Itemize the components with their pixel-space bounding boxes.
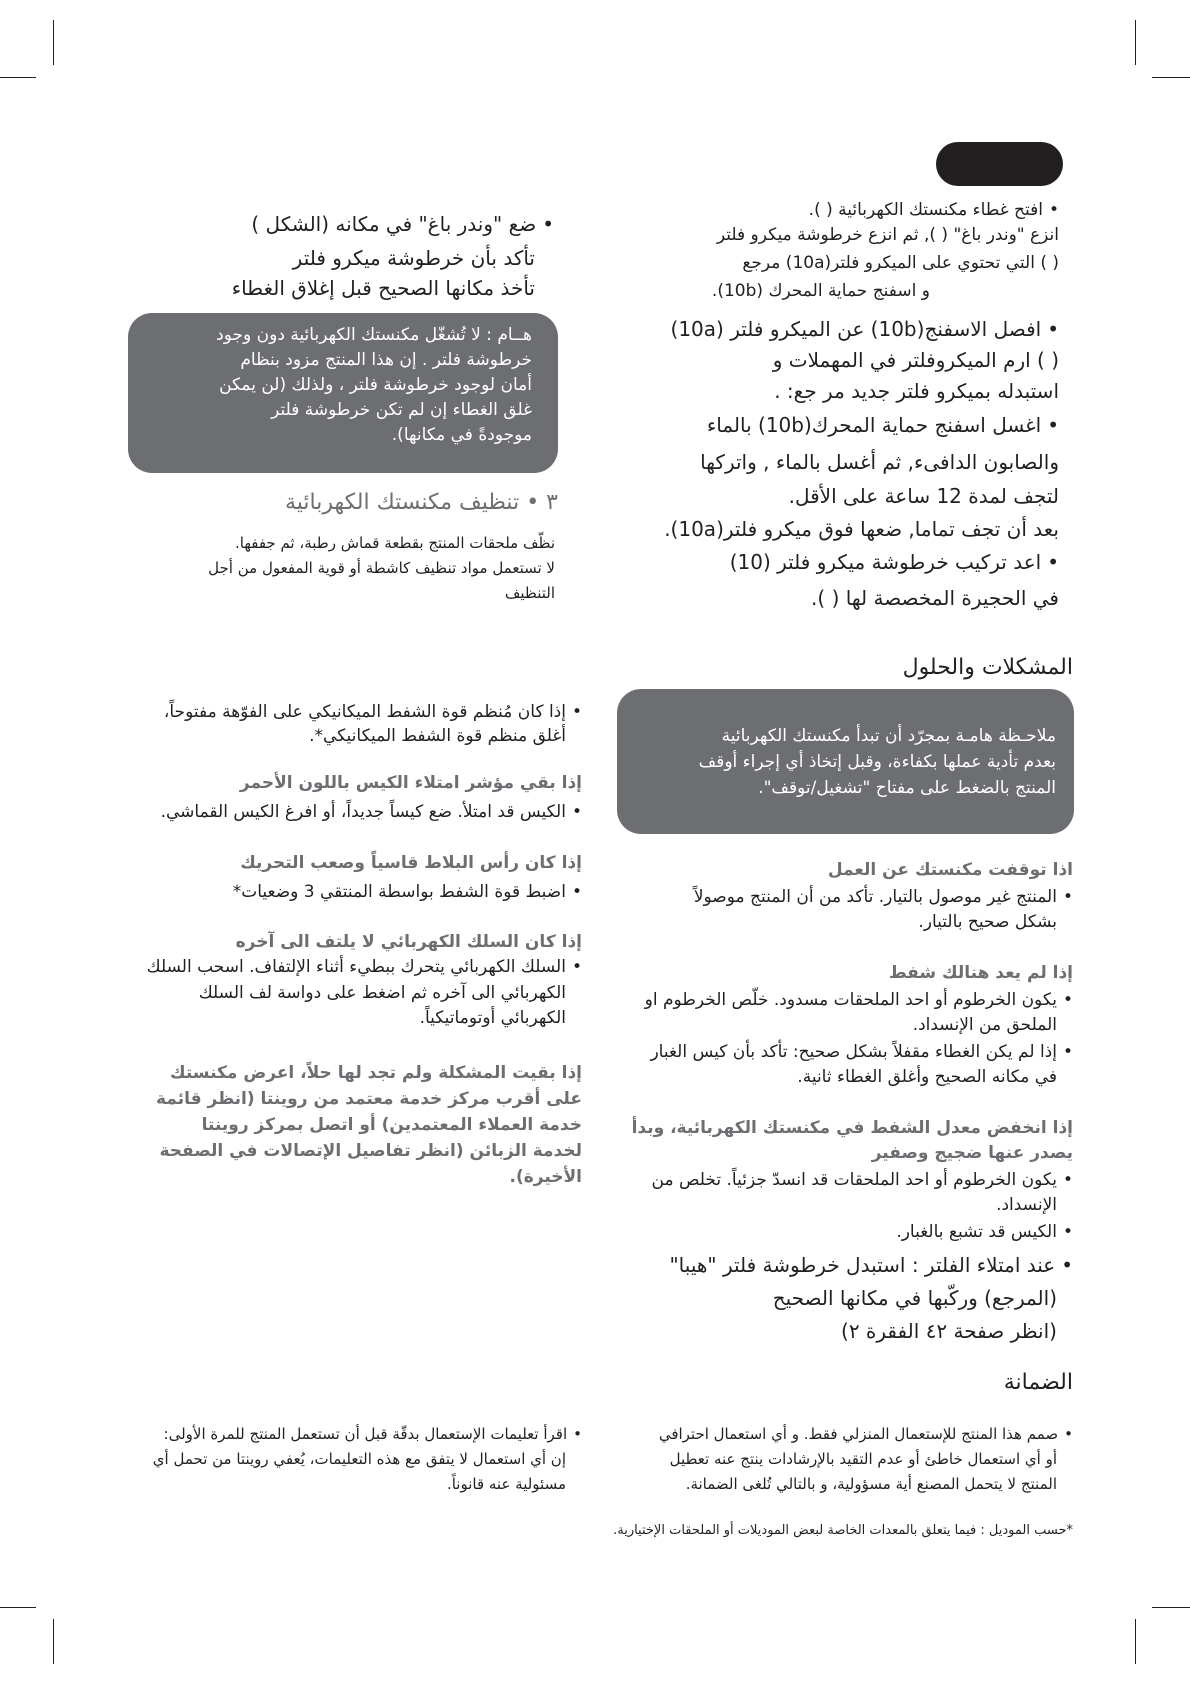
final-line: على أقرب مركز خدمة معتمد من روينتا (انظر قائمة: [155, 1089, 582, 1109]
crop-mark-bottom-right-v: [1135, 1619, 1136, 1664]
crop-mark-bottom-right-h: [1152, 1607, 1190, 1608]
problem-heading-stopped: اذا توقفت مكنستك عن العمل: [827, 860, 1073, 880]
problem-left-item0-line1: •إذا كان مُنظم قوة الشفط الميكانيكي على الفوّهة مفتوحاً،: [163, 702, 582, 722]
problem-no-suction-item2-line1: •إذا لم يكن الغطاء مقفلاً بشكل صحيح: تأكد بأن كيس الغبار: [650, 1042, 1073, 1062]
right-bullet4-line2: في الحجيرة المخصصة لها ( ).: [811, 586, 1059, 610]
left-bullet1-line3: تأخذ مكانها الصحيح قبل إغلاق الغطاء: [231, 276, 535, 300]
problem-heading-floor-head: إذا كان رأس البلاط قاسياً وصعب التحريك: [240, 853, 582, 873]
final-line: خدمة العملاء المعتمدين) أو اتصل بمركز روينتا: [201, 1115, 582, 1135]
crop-mark-bottom-left-h: [0, 1607, 36, 1608]
right-bullet2-line2: ( ) ارم الميكروفلتر في المهملات و: [772, 348, 1059, 372]
left-bullet1-line2: تأكد بأن خرطوشة ميكرو فلتر: [292, 246, 535, 270]
problem-no-suction-item2-line2: في مكانه الصحيح وأغلق الغطاء ثانية.: [797, 1067, 1057, 1087]
warning-line: أمان لوجود خرطوشة فلتر ، ولذلك (لن يمكن: [219, 375, 532, 395]
problem-no-suction-item1-line1: •يكون الخرطوم أو احد الملحقات مسدود. خلّص الخرطوم او: [644, 990, 1073, 1010]
note-line: ملاحـظة هامـة بمجرّد أن تبدأ مكنستك الكهربائية: [721, 726, 1056, 746]
crop-mark-top-right-v: [1135, 20, 1136, 65]
crop-mark-bottom-left-v: [53, 1619, 54, 1664]
section3-line2: لا تستعمل مواد تنظيف كاشطة أو قوية المفعول من أجل: [208, 559, 555, 577]
right-bullet1-line1: •افتح غطاء مكنستك الكهربائية ( ).: [808, 200, 1059, 220]
warranty-left-line3: مسئولية عنه قانوناً.: [446, 1475, 566, 1493]
problem-floor-head-item: •اضبط قوة الشفط بواسطة المنتقي 3 وضعيات*: [232, 882, 582, 902]
problem-reduced-item2: •الكيس قد تشبع بالغبار.: [896, 1222, 1073, 1242]
problem-reduced-item1-line2: الإنسداد.: [996, 1195, 1057, 1215]
problem-no-suction-item1-line2: الملحق من الإنسداد.: [912, 1015, 1057, 1035]
warranty-heading: الضمانة: [1003, 1370, 1073, 1395]
final-line: لخدمة الزبائن (انظر تفاصيل الإتصالات في الصفحة: [159, 1141, 582, 1161]
problem-stopped-item-line1: •المنتج غير موصول بالتيار. تأكد من أن المنتج موصولاً: [693, 887, 1073, 907]
crop-mark-top-left-h: [0, 77, 36, 78]
warning-box: [128, 313, 558, 473]
note-line: المنتج بالضغط على مفتاح "تشغيل/توقف".: [758, 778, 1056, 798]
problem-heading-bag-indicator: إذا بقي مؤشر امتلاء الكيس باللون الأحمر: [239, 773, 582, 793]
section3-line1: نظّف ملحقات المنتج بقطعة قماش رطبة، ثم جففها.: [234, 534, 555, 552]
warranty-left-line2: إن أي استعمال لا يتفق مع هذه التعليمات، يُعفي روينتا من تحمل أي: [152, 1450, 566, 1468]
problem-final-paragraph: [122, 1060, 582, 1190]
problem-stopped-item-line2: بشكل صحيح بالتيار.: [918, 912, 1057, 932]
right-bullet3-line2: والصابون الدافىء, ثم أغسل بالماء , واتركها: [700, 450, 1059, 474]
problem-heading-reduced-suction-2: يصدر عنها ضجيج وصفير: [871, 1143, 1073, 1163]
right-bullet1-line2: انزع "وندر باغ" ( ), ثم انزع خرطوشة ميكرو فلتر: [716, 225, 1059, 245]
problem-bag-indicator-item: •الكيس قد امتلأ. ضع كيساً جديداً، أو افرغ الكيس القماشي.: [160, 802, 582, 822]
warning-line: خرطوشة فلتر . إن هذا المنتج مزود بنظام: [240, 350, 532, 370]
right-bullet1-line3: ( ) التي تحتوي على الميكرو فلتر(10a) مرجع: [742, 253, 1059, 273]
crop-mark-top-right-h: [1152, 77, 1190, 78]
right-bullet2-line1: •افصل الاسفنج(10b) عن الميكرو فلتر (10a): [670, 317, 1059, 341]
warranty-right-line2: أو أي استعمال خاطئ أو عدم التقيد بالإرشادات ينتج عنه تعطيل: [669, 1450, 1057, 1468]
crop-mark-top-left-v: [53, 20, 54, 65]
left-bullet1-line1: •ضع "وندر باغ" في مكانه (الشكل ): [251, 212, 554, 236]
problem-heading-reduced-suction-1: إذا انخفض معدل الشفط في مكنستك الكهربائية، وبدأ: [631, 1118, 1073, 1138]
problem-reduced-item1-line1: •يكون الخرطوم أو احد الملحقات قد انسدّ جزئياً. تخلص من: [651, 1170, 1073, 1190]
right-bullet2-line3: استبدله بميكرو فلتر جديد مر جع: .: [774, 379, 1059, 403]
warning-line: موجودةً في مكانها).: [391, 425, 532, 445]
right-bullet1-line4: و اسفنج حماية المحرك (10b).: [711, 281, 930, 301]
section3-heading: ٣ • تنظيف مكنستك الكهربائية: [284, 490, 558, 515]
warning-line: هــام : لا تُشغّل مكنستك الكهربائية دون وجود: [216, 325, 532, 345]
note-line: بعدم تأدية عملها بكفاءة، وقبل إتخاذ أي إجراء أوقف: [698, 752, 1056, 772]
language-tab: [936, 142, 1063, 186]
problem-reduced-item3-line3: (انظر صفحة ٤٢ الفقرة ٢): [841, 1319, 1057, 1343]
problem-heading-cord: إذا كان السلك الكهربائي لا يلتف الى آخره: [235, 932, 582, 952]
final-line: إذا بقيت المشكلة ولم تجد لها حلاً، اعرض مكنستك: [170, 1063, 582, 1083]
right-bullet3-line3: لتجف لمدة 12 ساعة على الأقل.: [788, 484, 1059, 508]
right-bullet4-line1: •اعد تركيب خرطوشة ميكرو فلتر (10): [729, 550, 1059, 574]
problem-heading-no-suction: إذا لم يعد هنالك شفط: [888, 963, 1073, 983]
warranty-left-line1: •اقرأ تعليمات الإستعمال بدقّة قبل أن تستعمل المنتج للمرة الأولى:: [163, 1425, 582, 1443]
right-bullet3-line1: •اغسل اسفنج حماية المحرك(10b) بالماء: [706, 413, 1059, 437]
problem-left-item0-line2: أغلق منظم قوة الشفط الميكانيكي*.: [309, 726, 566, 746]
problem-reduced-item3-line1: •عند امتلاء الفلتر : استبدل خرطوشة فلتر "هيبا": [669, 1253, 1073, 1277]
final-line: الأخيرة).: [509, 1167, 582, 1187]
section3-line3: التنظيف: [504, 584, 555, 602]
warning-line: غلق الغطاء إن لم تكن خرطوشة فلتر: [271, 400, 532, 420]
problem-cord-item-line1: •السلك الكهربائي يتحرك ببطيء أثناء الإلتفاف. اسحب السلك: [146, 957, 582, 977]
footnote: *حسب الموديل : فيما يتعلق بالمعدات الخاصة لبعض الموديلات أو الملحقات الإختيارية.: [613, 1523, 1073, 1538]
warranty-right-line3: المنتج لا يتحمل المصنع أية مسؤولية، و بالتالي تُلغى الضمانة.: [685, 1475, 1057, 1493]
problem-reduced-item3-line2: (المرجع) وركّبها في مكانها الصحيح: [772, 1286, 1057, 1310]
right-bullet3-line4: بعد أن تجف تماما, ضعها فوق ميكرو فلتر(10a).: [664, 517, 1059, 541]
problem-cord-item-line3: الكهربائي أوتوماتيكياً.: [419, 1008, 566, 1028]
warranty-right-line1: •صمم هذا المنتج للإستعمال المنزلي فقط. و أي استعمال احترافي: [658, 1425, 1073, 1443]
problem-cord-item-line2: الكهربائي الى آخره ثم اضغط على دواسة لف السلك: [198, 983, 566, 1003]
problems-heading: المشكلات والحلول: [902, 655, 1073, 680]
note-box: [617, 689, 1074, 834]
